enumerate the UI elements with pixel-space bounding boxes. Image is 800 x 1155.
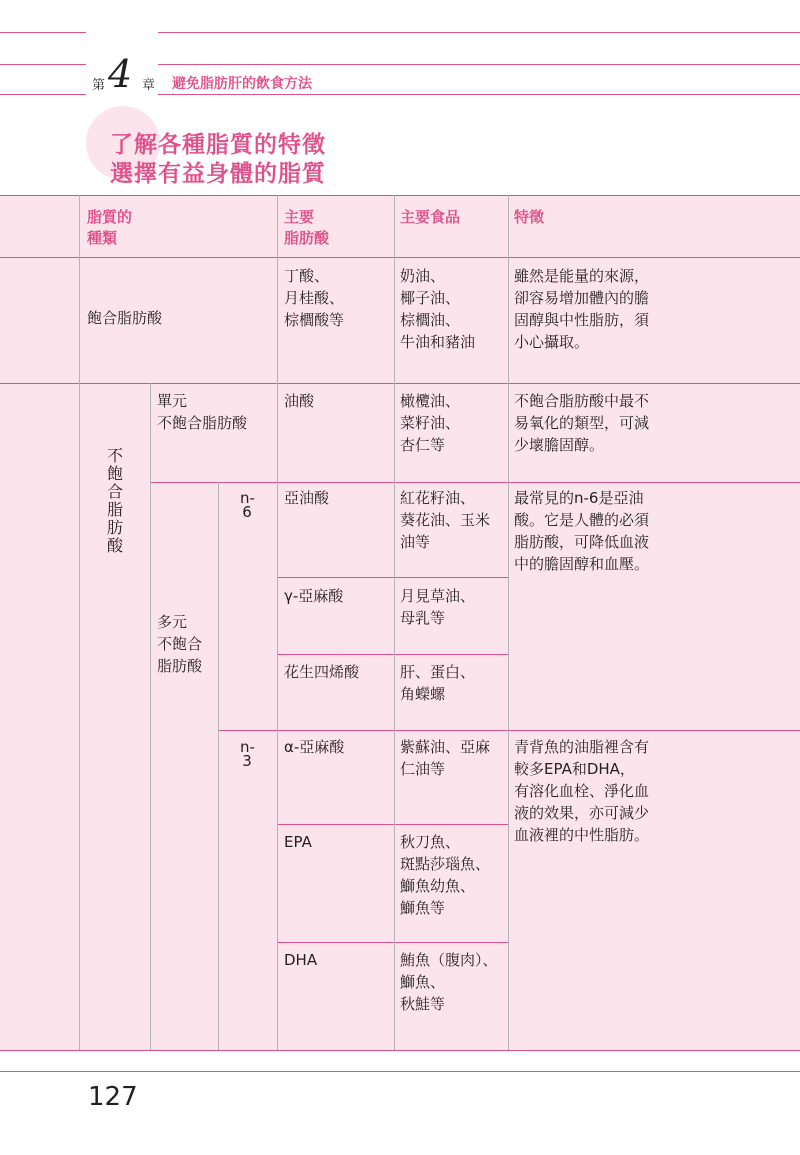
lipid-table	[0, 195, 800, 1050]
unsaturated-label: 不飽合脂肪酸	[106, 446, 123, 555]
footer-rule	[0, 1071, 800, 1072]
rule-header	[0, 257, 800, 258]
header-main-fatty-acid: 主要 脂肪酸	[284, 208, 330, 247]
chapter-suffix: 章	[142, 78, 156, 93]
mono-name: 單元 不飽合脂肪酸	[157, 392, 248, 432]
n3-foods-3: 鮪魚（腹肉）、 鰤魚、 秋鮭等	[400, 951, 498, 1013]
rule-mono	[150, 482, 800, 483]
n3-label: n-3	[240, 738, 255, 770]
n6-feature: 最常見的n-6是亞油 酸。它是人體的必須 脂肪酸，可降低血液 中的膽固醇和血壓。	[514, 489, 650, 573]
mono-feature: 不飽合脂肪酸中最不 易氧化的類型，可減 少壞膽固醇。	[514, 392, 650, 454]
n6-label: n-6	[240, 489, 255, 521]
mono-foods: 橄欖油、 菜籽油、 杏仁等	[400, 392, 461, 454]
chapter-title: 避免脂肪肝的飲食方法	[172, 76, 312, 92]
col-rule-5	[394, 195, 395, 1050]
n3-foods-1: 紫蘇油、亞麻 仁油等	[400, 738, 491, 778]
col-rule-4	[277, 195, 278, 1050]
header-lipid-type: 脂質的 種類	[87, 208, 133, 247]
rule-n6-n3	[218, 730, 800, 731]
rule-saturated	[0, 383, 800, 384]
chapter-prefix: 第	[92, 78, 106, 93]
rule-n3-1	[277, 824, 508, 825]
rule-n3-2	[277, 942, 508, 943]
n3-acid-1: α-亞麻酸	[284, 738, 345, 756]
saturated-feature: 雖然是能量的來源， 卻容易增加體內的膽 固醇與中性脂肪，須 小心攝取。	[514, 267, 650, 351]
n6-acid-3: 花生四烯酸	[284, 663, 360, 681]
chapter-number: 4	[108, 52, 133, 96]
rule-bottom	[0, 1050, 800, 1051]
header-main-foods: 主要食品	[400, 208, 461, 226]
col-rule-6	[508, 195, 509, 1050]
saturated-foods: 奶油、 椰子油、 棕櫚油、 牛油和豬油	[400, 267, 476, 351]
page-number: 127	[88, 1082, 138, 1112]
rule-top	[0, 195, 800, 196]
col-rule-1	[79, 195, 80, 1050]
poly-label: 多元 不飽合 脂肪酸	[157, 613, 203, 675]
saturated-acids: 丁酸、 月桂酸、 棕櫚酸等	[284, 267, 345, 329]
n3-acid-3: DHA	[284, 951, 318, 969]
col-rule-3	[218, 482, 219, 1050]
n3-acid-2: EPA	[284, 833, 312, 851]
n3-feature: 青背魚的油脂裡含有 較多EPA和DHA， 有溶化血栓、淨化血 液的效果，亦可減少 血液裡的中性脂肪。	[514, 738, 650, 844]
n3-foods-2: 秋刀魚、 斑點莎瑙魚、 鰤魚幼魚、 鰤魚等	[400, 833, 491, 917]
rule-n6-2	[277, 654, 508, 655]
mono-acid: 油酸	[284, 392, 315, 410]
n6-foods-3: 肝、蛋白、 角蠑螺	[400, 663, 476, 703]
n6-acid-2: γ-亞麻酸	[284, 587, 344, 605]
page-heading-line-2: 選擇有益身體的脂質	[110, 161, 326, 187]
n6-acid-1: 亞油酸	[284, 489, 330, 507]
n6-foods-2: 月見草油、 母乳等	[400, 587, 476, 627]
saturated-name: 飽合脂肪酸	[87, 309, 163, 327]
col-rule-2	[150, 383, 151, 1050]
n6-foods-1: 紅花籽油、 葵花油、玉米 油等	[400, 489, 491, 551]
rule-n6-1	[277, 577, 508, 578]
header-feature: 特徵	[514, 208, 545, 226]
page-heading-line-1: 了解各種脂質的特徵	[110, 132, 326, 158]
